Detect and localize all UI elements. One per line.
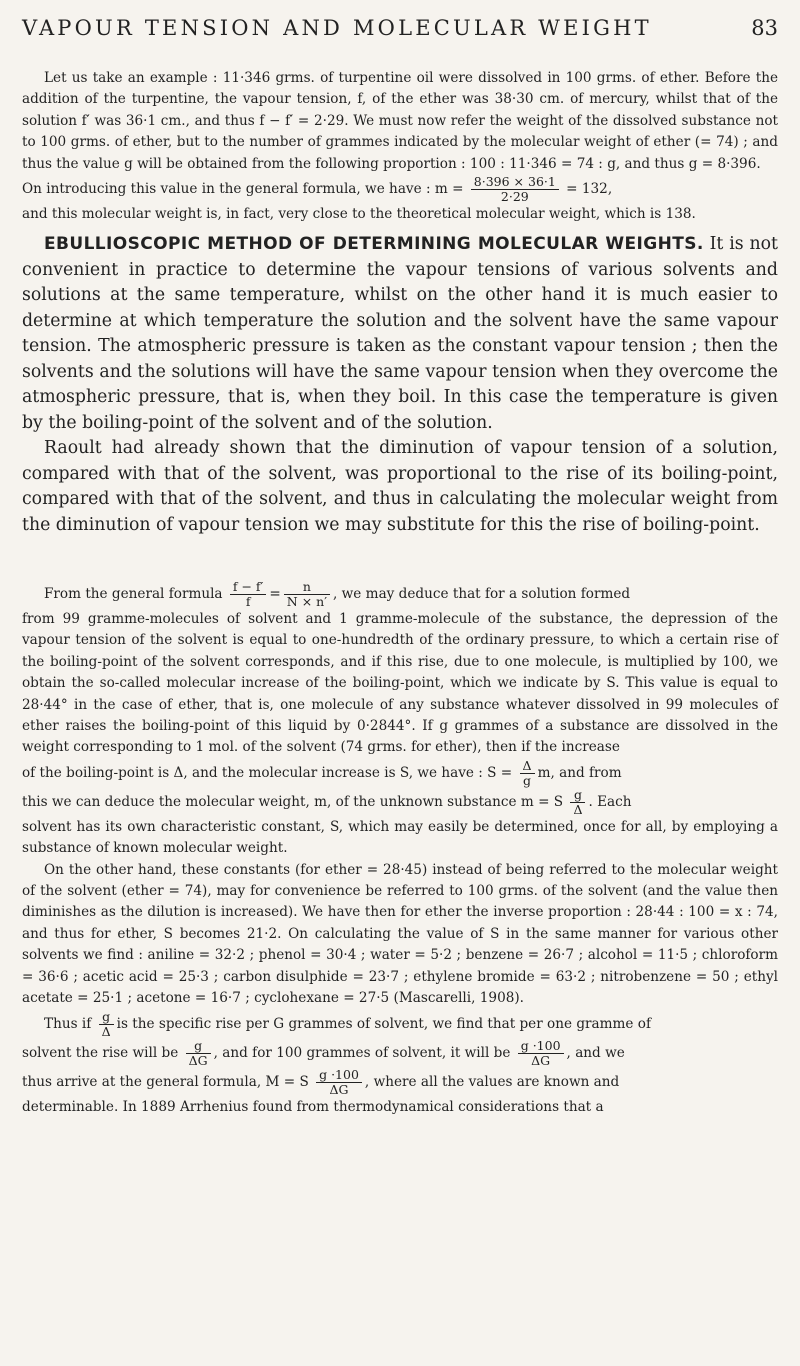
- per-gramme-intro: solvent the rise will be: [22, 1044, 179, 1061]
- fraction-denominator: 2·29: [500, 189, 529, 205]
- increase-formula-end: m, and from: [537, 764, 622, 781]
- fraction-numerator: g ·100: [316, 1068, 362, 1083]
- example-conclusion: and this molecular weight is, in fact, very close to the theoretical molecular weight, which is 138.: [22, 206, 696, 223]
- solvent-constant-text: solvent has its own characteristic constant, S, which may easily be determined, once for all, by employing a substance of known molecular weight.: [22, 818, 778, 857]
- molecular-weight-formula-line: [22, 788, 778, 817]
- fraction-numerator: g: [186, 1039, 211, 1054]
- fraction-denominator: ΔG: [188, 1052, 208, 1068]
- molar-ratio-fraction: [284, 580, 330, 609]
- formula-paragraphs: [22, 580, 778, 1118]
- specific-rise-intro: Thus if: [44, 1015, 92, 1032]
- increase-formula-intro: of the boiling-point is Δ, and the molecular increase is S, we have : S =: [22, 764, 513, 781]
- fraction-numerator: g: [99, 1010, 114, 1025]
- fraction-numerator: Δ: [520, 759, 535, 774]
- final-formula-end: , where all the values are known and: [364, 1073, 620, 1090]
- boiling-point-text: from 99 gramme-molecules of solvent and 1 gramme-molecule of the substance, the depression of the vapour tension of the solvent is equal to one-hundredth of the ordinary pressure, to which a certain rise of the boiling-point of the solvent corresponds, and if this rise, due to one molecule, is multiplied by 100, we obtain the so-called molecular increase of the boiling-point, which we indicate by S. This value is equal to 28·44° in the case of ether, that is, one molecule of any substance whatever dissolved in 99 molecules of ether raises the boiling-point of this liquid by 0·2844°. If g grammes of a substance are dissolved in the weight corresponding to 1 mol. of the solvent (74 grms. for ether), then if the increase: [22, 611, 778, 756]
- fraction-denominator: Δ: [573, 801, 583, 817]
- final-formula-line: [22, 1068, 778, 1097]
- vapour-ratio-fraction: [230, 580, 267, 609]
- ebullioscopic-section: [22, 232, 778, 538]
- section-text-1: It is not convenient in practice to determine the vapour tensions of various solvents and solutions at the same temperature, whilst on the other hand it is much easier to determine at which temperature the solution and the solvent have the same vapour tension. The atmospheric pressure is taken as the constant vapour tension ; then the solvents and the solutions will have the same vapour tension when they overcome the atmospheric pressure, that is, when they boil. In this case the temperature is given by the boiling-point of the solvent and of the solution.: [22, 234, 778, 433]
- page-number: 83: [751, 16, 778, 40]
- general-formula-line: From the general formula $\frac{f - f'}{f}$ = $\frac{n}{N \times n'}$ , we may deduce that for a solution formed: [44, 579, 631, 609]
- arrhenius-line: determinable. In 1889 Arrhenius found from thermodynamical considerations that a: [22, 1098, 604, 1115]
- per-hundred-text: , and for 100 grammes of solvent, it will be: [213, 1044, 511, 1061]
- section-intro: [22, 232, 778, 436]
- fraction-denominator: f: [245, 594, 251, 609]
- fraction-denominator: N × n′: [286, 594, 328, 609]
- example-fraction: [471, 175, 559, 204]
- fraction-numerator: 8·396 × 36·1: [471, 175, 559, 190]
- increase-formula-line: [22, 759, 778, 788]
- example-paragraph: [22, 68, 778, 225]
- per-gramme-line: [22, 1039, 778, 1068]
- constants-paragraph: On the other hand, these constants (for ether = 28·45) instead of being referred to the molecular weight of the solvent (ether = 74), may for convenience be referred to 100 grms. of the solvent (and the value then diminishes as the dilution is increased). We have then for ether the inverse proportion : 28·44 : 100 = x : 74, and thus for ether, S becomes 21·2. On calculating the value of S in the same manner for various other solvents we find : aniline = 32·2 ; phenol = 30·4 ; water = 5·2 ; benzene = 26·7 ; alcohol = 11·5 ; chloroform = 36·6 ; acetic acid = 25·3 ; carbon disulphide = 23·7 ; ethylene bromide = 63·2 ; nitrobenzene = 50 ; ethyl acetate = 25·1 ; acetone = 16·7 ; cyclohexane = 27·5 (Mascarelli, 1908).: [22, 861, 778, 1007]
- molecular-weight-formula-end: . Each: [588, 793, 632, 810]
- general-formula-intro: From the general formula: [44, 586, 223, 602]
- fraction-denominator: ΔG: [531, 1052, 551, 1068]
- general-formula-after: , we may deduce that for a solution formed: [333, 586, 631, 602]
- example-formula-result: = 132,: [566, 181, 613, 198]
- final-formula-fraction: [316, 1068, 362, 1097]
- fraction-numerator: g: [570, 788, 585, 803]
- example-text: Let us take an example : 11·346 grms. of turpentine oil were dissolved in 100 grms. of ether. Before the addition of the turpentine, the vapour tension, f, of the ether was 38·30 cm. of mercury, whilst that of the solution f′ was 36·1 cm., and thus f − f′ = 2·29. We must now refer the weight of the dissolved substance not to 100 grms. of ether, but to the number of grammes indicated by the molecular weight of ether (= 74) ; and thus the value g will be obtained from the following proportion : 100 : 11·346 = 74 : g, and thus g = 8·396.: [22, 70, 778, 172]
- fraction-denominator: Δ: [101, 1023, 111, 1039]
- molecular-weight-formula-intro: this we can deduce the molecular weight, m, of the unknown substance m = S: [22, 793, 564, 810]
- final-formula-intro: thus arrive at the general formula, M = S: [22, 1073, 309, 1090]
- running-title: VAPOUR TENSION AND MOLECULAR WEIGHT: [22, 16, 652, 40]
- per-gramme-fraction: [186, 1039, 211, 1068]
- section-heading: EBULLIOSCOPIC METHOD OF DETERMINING MOLECULAR WEIGHTS.: [44, 234, 704, 254]
- fraction-numerator: n: [284, 580, 330, 595]
- per-hundred-end: , and we: [566, 1044, 625, 1061]
- g-over-delta-fraction: [570, 788, 585, 817]
- specific-rise-fraction: [99, 1010, 114, 1039]
- fraction-numerator: f − f′: [230, 580, 267, 595]
- section-text-2: Raoult had already shown that the diminution of vapour tension of a solution, compared with that of the solvent, was proportional to the rise of its boiling-point, compared with that of the solvent, and thus in calculating the molecular weight from the diminution of vapour tension we may substitute for this the rise of boiling-point.: [22, 438, 778, 535]
- specific-rise-line: [22, 1010, 778, 1039]
- running-header: [22, 16, 778, 40]
- delta-over-g-fraction: [520, 759, 535, 788]
- per-hundred-fraction: [518, 1039, 564, 1068]
- fraction-denominator: g: [523, 772, 532, 788]
- example-formula-line: [22, 175, 778, 204]
- fraction-numerator: g ·100: [518, 1039, 564, 1054]
- example-formula-intro: On introducing this value in the general formula, we have : m =: [22, 181, 464, 198]
- fraction-denominator: ΔG: [329, 1081, 349, 1097]
- specific-rise-text: is the specific rise per G grammes of solvent, we find that per one gramme of: [116, 1015, 652, 1032]
